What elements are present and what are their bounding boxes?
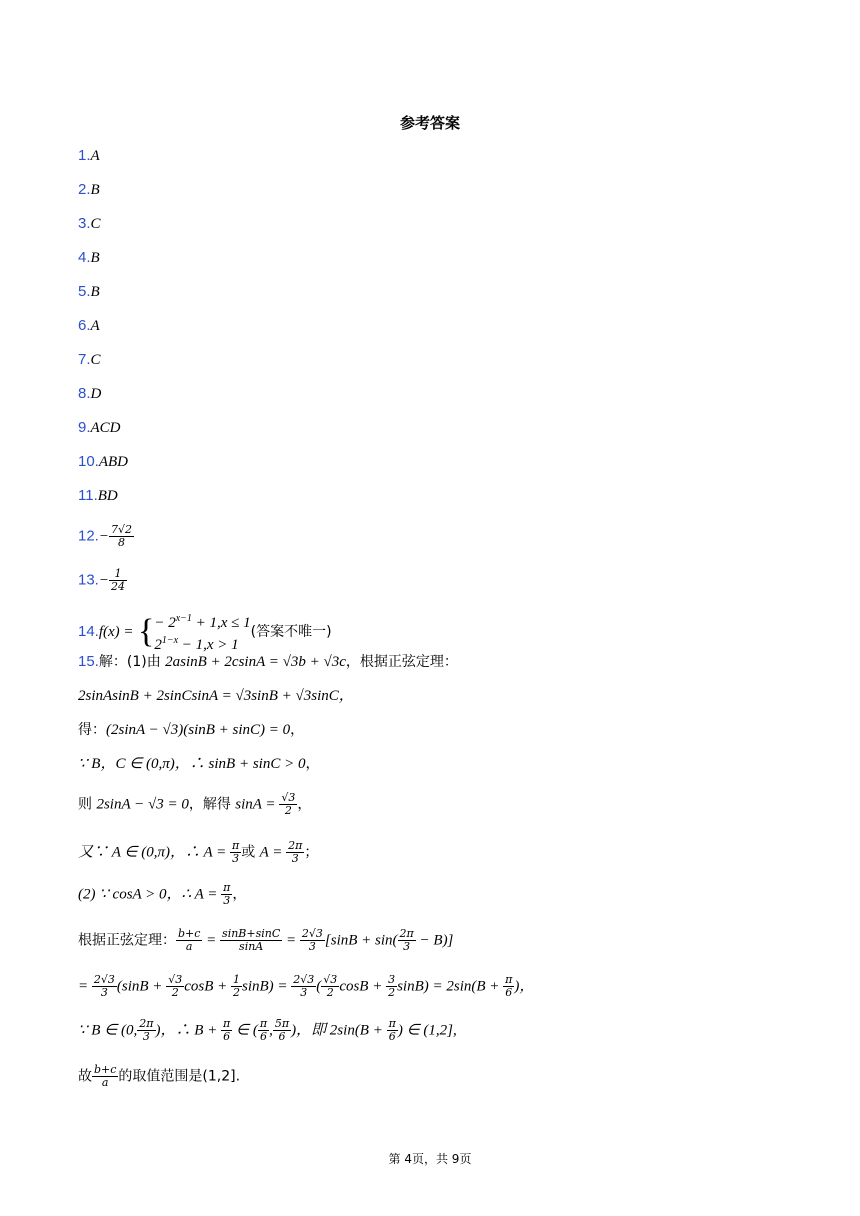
solution-15-line-3: 得：(2sinA − √3)(sinB + sinC) = 0， xyxy=(78,722,305,738)
answer-choice: A xyxy=(90,148,100,164)
solution-15-line-9: = $\frac{2√3}{3}$ (sinB + $\frac{√3}{2}$ cosB + $\frac{1}{2}$ sinB) = $\frac{2√3}{3}$ ( $\frac{√3}{2}$ cosB + $\frac{3}{2}$ sinB) = 2sin(B + $\frac{\pi}{6}$ )， xyxy=(78,973,535,999)
question-number: 4. xyxy=(78,249,91,266)
question-number: 13. xyxy=(78,571,99,589)
question-number: 5. xyxy=(78,283,91,300)
answer-item xyxy=(78,180,100,200)
solution-15-line-11: 故 $\frac{b+c}{a}$ 的取值范围是(1,2]. xyxy=(78,1063,241,1089)
answer-choice: B xyxy=(90,284,100,300)
left-brace: { xyxy=(138,613,155,650)
answer-sign: − xyxy=(98,572,109,589)
question-number: 10. xyxy=(78,453,99,470)
solution-15-line-10: ∵ B ∈ (0, $\frac{2\pi}{3}$ )，∴ B + $\frac{\pi}{6}$ ∈ ( $\frac{\pi}{6}$ , $\frac{5\pi}{6}$ )，即 2sin(B + $\frac{\pi}{6}$ ) ∈ (1,2], xyxy=(78,1017,457,1043)
answer-13 xyxy=(78,568,127,593)
question-number: 15. xyxy=(78,653,99,670)
answer-choice: A xyxy=(90,318,100,334)
question-number: 3. xyxy=(78,215,91,232)
answer-12 xyxy=(78,524,134,549)
question-number: 11. xyxy=(78,487,98,504)
question-number: 2. xyxy=(78,181,91,198)
answer-item xyxy=(78,418,121,438)
question-number: 14. xyxy=(78,623,99,640)
solution-15-line-8: 根据正弦定理： $\frac{b+c}{a}$ = $\frac{\sin B+\sin C}{\sin A}$ = $\frac{2√3}{3}$ [sinB + sin( $\frac{2\pi}{3}$ − B)] xyxy=(78,927,454,953)
solution-15-line-6: 又∵ A ∈ (0,π)，∴ A = $\frac{\pi}{3}$ 或 A = $\frac{2\pi}{3}$ ； xyxy=(78,839,319,865)
answer-choice: D xyxy=(90,386,102,402)
answer-fraction: $\frac{7√2}{8}$ xyxy=(110,523,132,549)
answer-choice: BD xyxy=(97,488,118,504)
answer-item xyxy=(78,282,100,302)
question-number: 6. xyxy=(78,317,91,334)
answer-item xyxy=(78,452,128,472)
question-number: 12. xyxy=(78,527,99,545)
solution-15-line-1: 15.解：(1)由 2asinB + 2csinA = √3b + √3c，根据正弦定理： xyxy=(78,653,458,670)
piecewise-cases: − $2^{x-1} + 1,x \le 1$ $2^{1-x} - 1,x > 1$ xyxy=(154,613,251,653)
answer-choice: C xyxy=(90,352,101,368)
answer-item xyxy=(78,384,101,404)
answer-item xyxy=(78,486,118,506)
answer-sign: − xyxy=(98,528,109,545)
answer-choice: ACD xyxy=(90,420,121,436)
question-number: 8. xyxy=(78,385,91,402)
answer-choice: ABD xyxy=(98,454,129,470)
answer-choice: B xyxy=(90,250,100,266)
answer-fraction: $\frac{1}{24}$ xyxy=(110,567,125,593)
answer-item xyxy=(78,248,100,268)
question-number: 7. xyxy=(78,351,91,368)
solution-15-line-5: 则 2sinA − √3 = 0，解得 sinA = $\frac{√3}{2}$ ， xyxy=(78,791,312,817)
answer-14 xyxy=(78,610,332,654)
question-number: 9. xyxy=(78,419,91,436)
answer-choice: B xyxy=(90,182,100,198)
answer-item xyxy=(78,214,101,234)
answer-note: (答案不唯一) xyxy=(250,624,332,640)
solution-15-line-7: (2) ∵ cosA > 0，∴ A = $\frac{\pi}{3}$ ， xyxy=(78,881,247,907)
answer-item xyxy=(78,146,100,166)
solution-15-line-4: ∵ B，C ∈ (0,π)，∴ sinB + sinC > 0， xyxy=(78,756,320,772)
question-number: 1. xyxy=(78,147,91,164)
page-title: 参考答案 xyxy=(399,114,460,132)
answer-item xyxy=(78,316,100,336)
answer-choice: C xyxy=(90,216,101,232)
solution-15-line-2: 2sinAsinB + 2sinCsinA = √3sinB + √3sinC， xyxy=(78,688,354,704)
function-lhs: f(x) = xyxy=(98,624,134,640)
page-footer: 第 4页，共 9页 xyxy=(388,1152,472,1166)
answer-item xyxy=(78,350,101,370)
